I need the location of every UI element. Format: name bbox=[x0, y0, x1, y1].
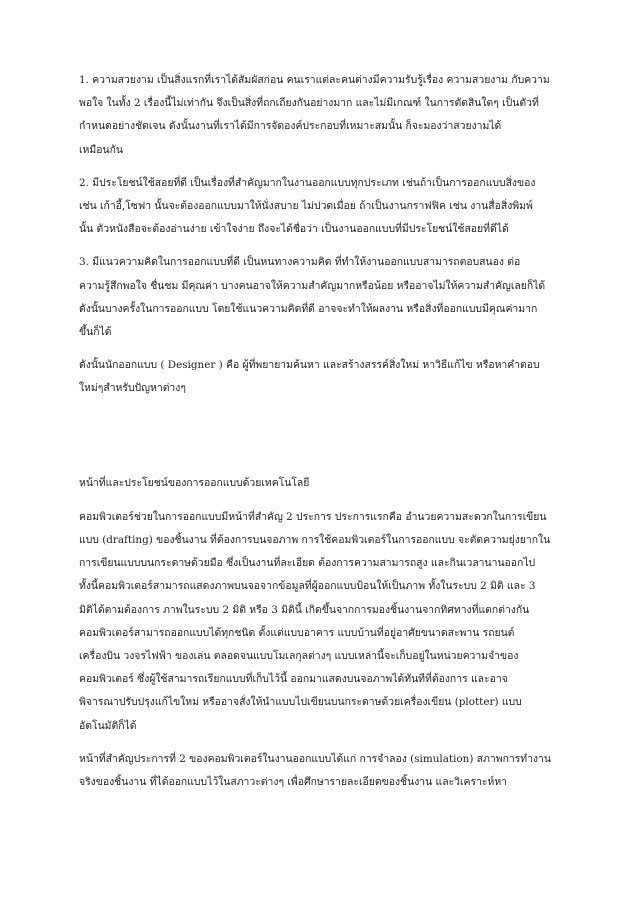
text-line: พอใจ ในทั้ง 2 เรื่องนี้ไม่เท่ากัน จึงเป็นสิ่งที่ถกเถียงกันอย่างมาก และไม่มีเกณฑ์ ในการตัดสินใดๆ เป็นตัวที่ bbox=[79, 97, 539, 110]
text-line: แบบ (drafting) ของชิ้นงาน ที่ต้องการบนจอภาพ การใช้คอมพิวเตอร์ในการออกแบบ จะตัดความยุ่งยากใน bbox=[79, 534, 551, 547]
text-line: มิติได้ตามต้องการ ภาพในระบบ 2 มิติ หรือ 3 มิตินี้ เกิดขึ้นจากการมองชิ้นงานจากทิศทางที่แตกต่างกัน bbox=[79, 603, 530, 616]
paragraph-gap bbox=[79, 495, 586, 506]
paragraph-gap bbox=[79, 162, 586, 172]
paragraph-simulation bbox=[79, 748, 586, 794]
text-line: ขึ้นก็ได้ bbox=[79, 326, 112, 339]
paragraph-concept bbox=[79, 251, 586, 344]
section-gap bbox=[79, 401, 586, 472]
paragraph-beauty bbox=[79, 69, 586, 162]
text-line: ความรู้สึกพอใจ ชื่นชม มีคุณค่า บางคนอาจให้ความสำคัญมากหรือน้อย หรืออาจไม่ให้ความสำคัญเลยก็ได้ bbox=[79, 279, 546, 292]
paragraph-gap bbox=[79, 738, 586, 748]
text-line: 1. ความสวยงาม เป็นสิ่งแรกที่เราได้สัมผัสก่อน คนเราแต่ละคนต่างมีความรับรู้เรื่อง ความสวยงาม กับความ bbox=[79, 74, 550, 86]
text-line: ทั้งนี้คอมพิวเตอร์สามารถแสดงภาพบนจอจากข้อมูลที่ผู้ออกแบบป้อนให้เป็นภาพ ทั้งในระบบ 2 มิติ และ 3 bbox=[79, 580, 536, 593]
paragraph-gap bbox=[79, 241, 586, 251]
text-line: คอมพิวเตอร์สามารถออกแบบได้ทุกชนิด ตั้งแต่แบบอาคาร แบบบ้านที่อยู่อาศัยขนาดสะพาน รถยนต์ bbox=[79, 626, 515, 639]
text-line: 3. มีแนวความคิดในการออกแบบที่ดี เป็นหนทางความคิด ที่ทำให้งานออกแบบสามารถตอบสนอง ต่อ bbox=[79, 256, 521, 269]
text-line: อัตโนมัติก็ได้ bbox=[79, 719, 137, 732]
text-line: นั้น ตัวหนังสือจะต้องอ่านง่าย เข้าใจง่าย ถึงจะได้ชื่อว่า เป็นงานออกแบบที่มีประโยชน์ใช้สอยที่ดีได้ bbox=[79, 223, 509, 236]
text-line: คอมพิวเตอร์ช่วยในการออกแบบมีหน้าที่สำคัญ 2 ประการ ประการแรกคือ อำนวยความสะดวกในการเขียน bbox=[79, 510, 547, 523]
text-line: กำหนดอย่างชัดเจน ดังนั้นงานที่เราได้มีการจัดองค์ประกอบที่เหมาะสมนั้น ก็จะมองว่าสวยงามได้ bbox=[79, 120, 502, 133]
paragraph-gap bbox=[79, 344, 586, 354]
text-line: 2. มีประโยชน์ใช้สอยที่ดี เป็นเรื่องที่สำคัญมากในงานออกแบบทุกประเภท เช่นถ้าเป็นการออกแบบสิ่งของ bbox=[79, 176, 536, 189]
paragraph-designer bbox=[79, 354, 586, 400]
text-line: เครื่องบิน วงจรไฟฟ้า ของเล่น ตลอดจนแบบโมเลกุลต่างๆ แบบเหล่านี้จะเก็บอยู่ในหน่วยความจำของ bbox=[79, 650, 519, 663]
heading-line: หน้าที่และประโยชน์ของการออกแบบด้วยเทคโนโลยี bbox=[79, 476, 310, 489]
text-line: เช่น เก้าอี้,โซฟา นั้นจะต้องออกแบบมาให้นั่งสบาย ไม่ปวดเมื่อย ถ้าเป็นงานกราฟฟิค เช่น งานสื่อสิ่งพิมพ์ bbox=[79, 200, 533, 213]
text-line: จริงของชิ้นงาน ที่ได้ออกแบบไว้ในสภาวะต่างๆ เพื่อศึกษารายละเอียดของชิ้นงาน และวิเคราะห์หา bbox=[79, 776, 508, 789]
text-line: พิจารณาปรับปรุงแก้ไขใหม่ หรืออาจสั่งให้นำแบบไปเขียนบนกระดาษด้วยเครื่องเขียน (plotter) แบบ bbox=[79, 696, 522, 709]
section-heading bbox=[79, 472, 586, 495]
paragraph-usefulness bbox=[79, 172, 586, 242]
text-line: ดังนั้นนักออกแบบ ( Designer ) คือ ผู้ที่พยายามค้นหา และสร้างสรรค์สิ่งใหม่ หาวิธีแก้ไข หรือหาคำตอบ bbox=[79, 359, 540, 372]
text-line: การเขียนแบบบนกระดาษด้วยมือ ซึ่งเป็นงานที่ละเอียด ต้องการความสามารถสูง และกินเวลานานออกไป bbox=[79, 557, 536, 570]
text-line: หน้าที่สำคัญประการที่ 2 ของคอมพิวเตอร์ในงานออกแบบได้แก่ การจำลอง (simulation) สภาพการทำงาน bbox=[79, 752, 551, 765]
text-line: ใหม่ๆสำหรับปัญหาต่างๆ bbox=[79, 382, 186, 395]
text-line: ดังนั้นบางครั้งในการออกแบบ โดยใช้แนวความคิดที่ดี อาจจะทำให้ผลงาน หรือสิ่งที่ออกแบบมีคุณค่ามาก bbox=[79, 302, 538, 315]
paragraph-cad-functions bbox=[79, 506, 586, 738]
text-line: เหมือนกัน bbox=[79, 143, 123, 156]
text-line: คอมพิวเตอร์ ซึ่งผู้ใช้สามารถเรียกแบบที่เก็บไว้นี้ ออกมาแสดงบนจอภาพได้ทันทีที่ต้องการ และอาจ bbox=[79, 673, 508, 686]
